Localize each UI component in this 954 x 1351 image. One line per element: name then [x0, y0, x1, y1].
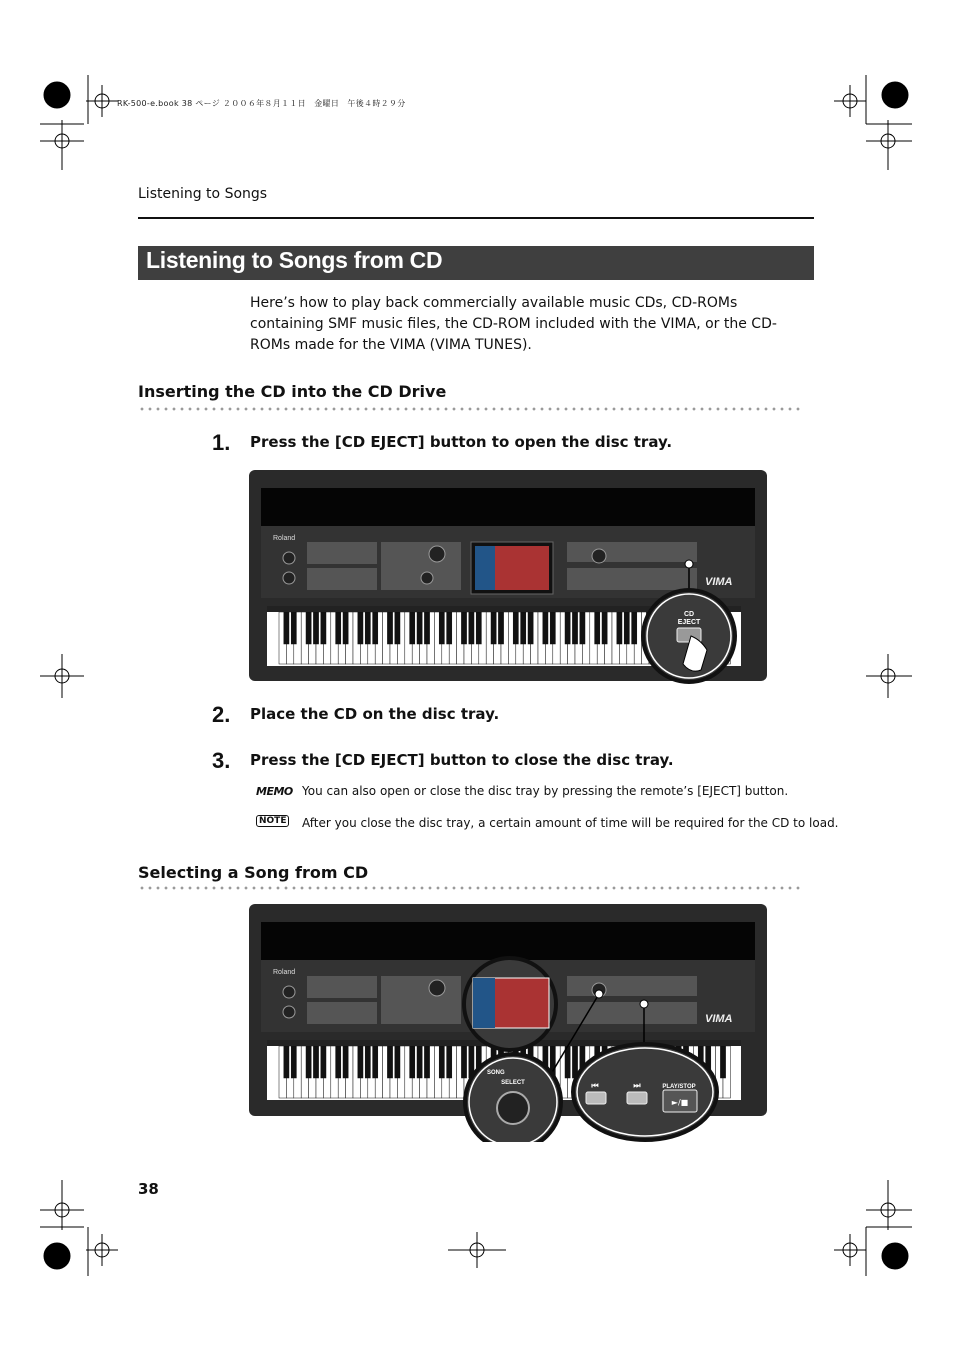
step-text: Press the [CD EJECT] button to open the disc tray. — [250, 433, 673, 451]
black-key — [447, 1046, 452, 1078]
model-label: VIMA — [705, 576, 733, 588]
black-key — [602, 612, 607, 644]
black-key — [513, 612, 518, 644]
keyboard-illustration-cd-eject — [249, 470, 768, 684]
page-title: Listening to Songs from CD — [146, 247, 443, 273]
black-key — [469, 612, 474, 644]
black-key — [365, 612, 370, 644]
callout-select: SELECT — [501, 1080, 525, 1086]
callout-cd: CD — [683, 611, 695, 618]
callout-eject: EJECT — [677, 619, 701, 626]
black-key — [358, 1046, 363, 1078]
title-bar — [138, 246, 814, 280]
header-rule — [138, 217, 814, 219]
black-key — [395, 1046, 400, 1078]
black-key — [476, 612, 481, 644]
note-icon — [256, 816, 289, 826]
callout-song: SONG — [487, 1070, 505, 1076]
black-key — [343, 612, 348, 644]
black-key — [521, 612, 526, 644]
dotted-rule — [138, 407, 804, 411]
step-text: Place the CD on the disc tray. — [250, 705, 500, 723]
black-key — [306, 1046, 311, 1078]
black-key — [284, 1046, 289, 1078]
black-key — [336, 612, 341, 644]
section-heading-selecting: Selecting a Song from CD — [138, 863, 369, 882]
black-key — [313, 1046, 318, 1078]
model-label: VIMA — [705, 1013, 733, 1025]
black-key — [291, 1046, 296, 1078]
step-number: 1. — [212, 430, 231, 455]
memo-icon: MEMO — [256, 785, 293, 798]
intro-paragraph: Here’s how to play back commercially available music CDs, CD-ROMs containing SMF music files, the CD-ROM included with the VIMA, or the CD-ROMs made for the VIMA (VIMA TUNES). — [250, 295, 777, 353]
black-key — [358, 612, 363, 644]
callout-play-stop: PLAY/STOP — [662, 1084, 696, 1090]
black-key — [291, 612, 296, 644]
dotted-rule — [138, 886, 804, 890]
black-key — [343, 1046, 348, 1078]
black-key — [373, 612, 378, 644]
black-key — [720, 1046, 725, 1078]
running-head: Listening to Songs — [138, 186, 268, 202]
black-key — [543, 612, 548, 644]
page-number: 38 — [138, 1180, 159, 1198]
step-text: Press the [CD EJECT] button to close the disc tray. — [250, 751, 674, 769]
play-stop-icon: ►/■ — [671, 1098, 689, 1107]
note-text: After you close the disc tray, a certain amount of time will be required for the CD to load. — [302, 816, 839, 830]
black-key — [410, 612, 415, 644]
black-key — [373, 1046, 378, 1078]
black-key — [313, 612, 318, 644]
black-key — [424, 612, 429, 644]
print-header: RK-500-e.book 38 ページ ２００６年８月１１日 金曜日 午後４時２９分 — [117, 99, 406, 108]
black-key — [447, 612, 452, 644]
black-key — [572, 612, 577, 644]
black-key — [617, 612, 622, 644]
black-key — [439, 1046, 444, 1078]
black-key — [387, 1046, 392, 1078]
black-key — [387, 612, 392, 644]
black-key — [306, 612, 311, 644]
rewind-icon: ⏮ — [591, 1081, 599, 1090]
black-key — [439, 612, 444, 644]
black-key — [498, 612, 503, 644]
note-label: NOTE — [256, 815, 289, 827]
black-key — [410, 1046, 415, 1078]
black-key — [491, 612, 496, 644]
black-key — [336, 1046, 341, 1078]
black-key — [365, 1046, 370, 1078]
black-key — [321, 612, 326, 644]
black-key — [580, 612, 585, 644]
black-key — [395, 612, 400, 644]
step-number: 2. — [212, 702, 231, 727]
black-key — [424, 1046, 429, 1078]
black-key — [417, 612, 422, 644]
keyboard-illustration-song-select — [249, 904, 768, 1142]
memo-text: You can also open or close the disc tray by pressing the remote’s [EJECT] button. — [302, 784, 789, 798]
black-key — [461, 1046, 466, 1078]
black-key — [417, 1046, 422, 1078]
black-key — [321, 1046, 326, 1078]
brand-label: Roland — [273, 535, 296, 542]
black-key — [565, 612, 570, 644]
fast-forward-icon: ⏭ — [633, 1081, 641, 1090]
black-key — [550, 612, 555, 644]
black-key — [284, 612, 289, 644]
brand-label: Roland — [273, 969, 296, 976]
black-key — [595, 612, 600, 644]
black-key — [461, 612, 466, 644]
black-key — [528, 612, 533, 644]
black-key — [632, 612, 637, 644]
step-number: 3. — [212, 748, 231, 773]
black-key — [624, 612, 629, 644]
section-heading-inserting: Inserting the CD into the CD Drive — [138, 382, 447, 401]
